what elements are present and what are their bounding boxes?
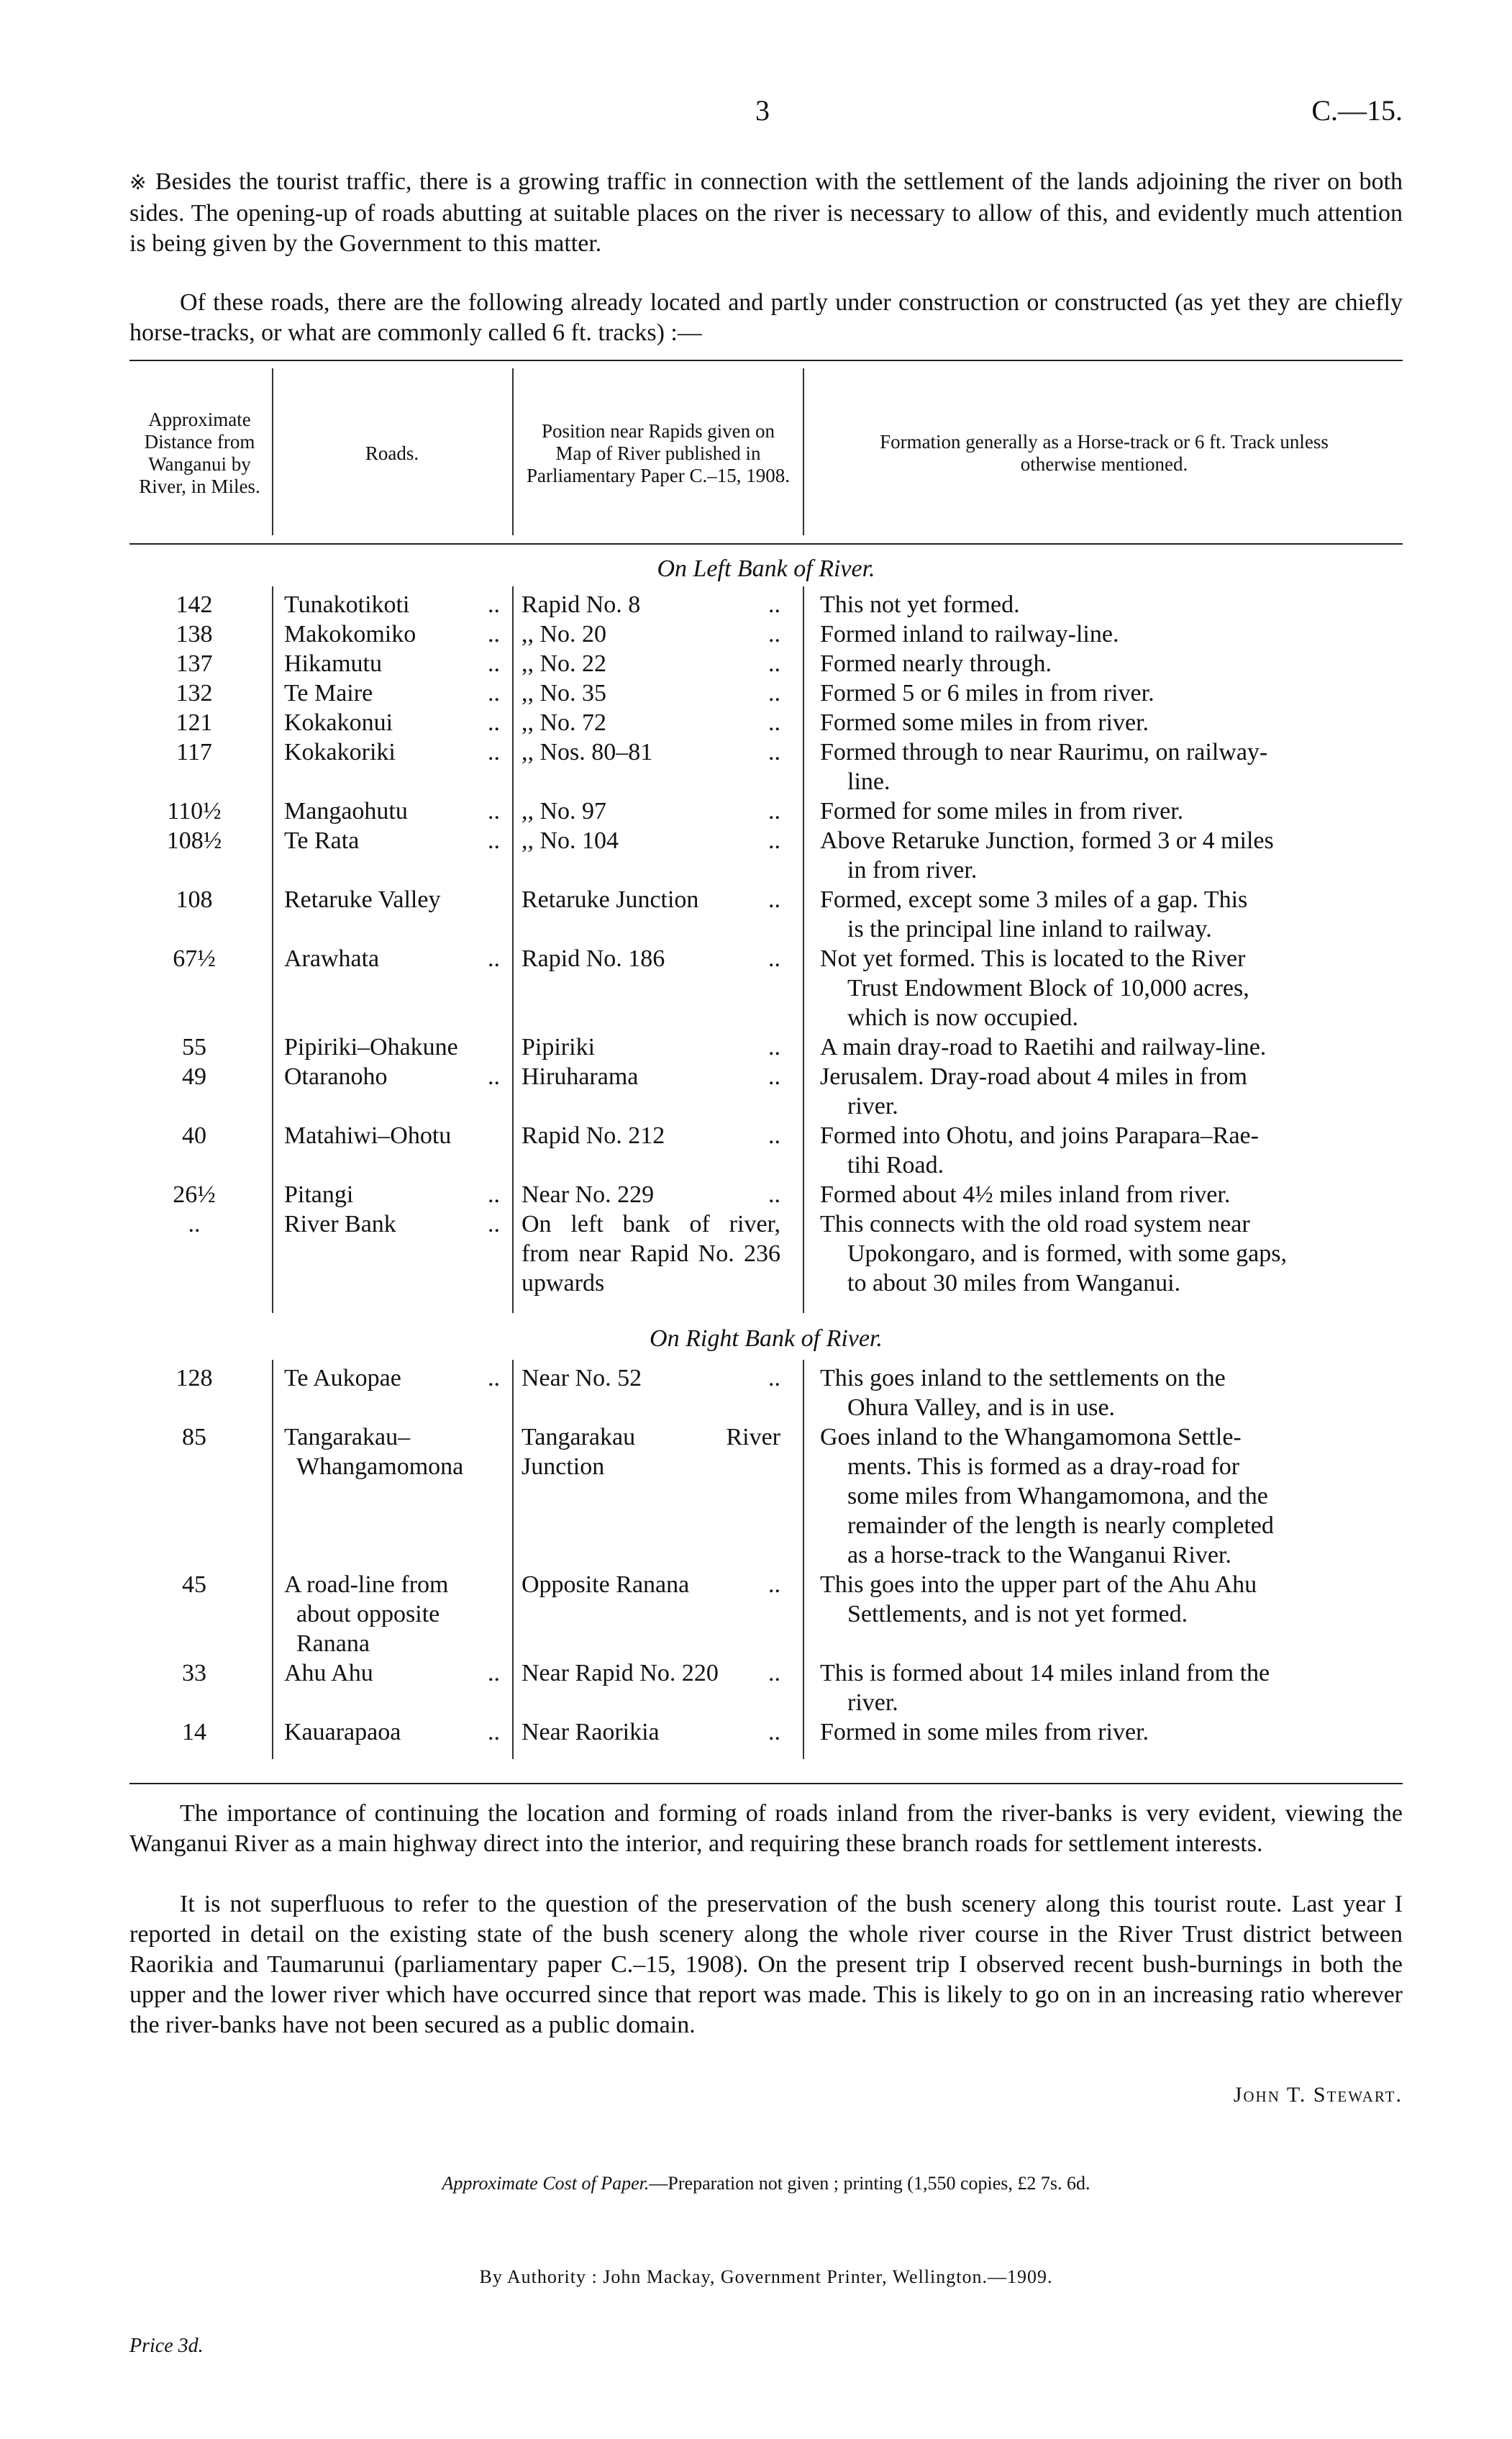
distance-cell: 132 [176,680,213,707]
leader-dots: .. [488,798,500,825]
position-cell: Near Rapid No. 220 .. [522,1660,780,1686]
road-cell: Te Maire .. [284,680,500,707]
distance-cell: 142 [176,591,213,618]
position-cell: Near No. 52 .. [522,1365,780,1391]
formation-cell: This connects with the old road system near Upokongaro, and is formed, with some gaps, to about 30 miles from Wanganui. [820,1211,1287,1296]
formation-cell: Formed through to near Raurimu, on railway- line. [820,739,1268,795]
leader-dots: .. [488,591,500,618]
formation-cell: This is formed about 14 miles inland from the river. [820,1660,1270,1716]
table-header [129,367,1403,540]
intro-paragraph-1: ※ Besides the tourist traffic, there is a growing traffic in connection with the settlement of the lands adjoining the river on both sides. The opening-up of roads abutting at suitable places on the river is necessary to allow of this, and evidently much attention is being given by the Government to this matter. [129,168,1403,257]
header-position: Position near Rapids given on Map of River published in Parliamentary Paper C.–15, 1908. [527,419,790,486]
leader-dots: .. [768,1571,780,1598]
road-cell: Mangaohutu .. [284,798,500,825]
leader-dots: .. [768,1122,780,1149]
paragraph-mark-icon: ※ [129,172,148,194]
table-header-rule [129,543,1403,545]
formation-cell: This goes inland to the settlements on the Ohura Valley, and is in use. [820,1365,1226,1421]
road-cell: Kokakonui .. [284,709,500,736]
road-cell: Otaranoho .. [284,1063,500,1090]
position-cell: ,, No. 72 .. [522,709,780,736]
leader-dots: .. [768,886,780,913]
leader-dots: .. [488,739,500,766]
position-cell: ,, Nos. 80–81 .. [522,739,780,766]
formation-cell: Jerusalem. Dray-road about 4 miles in from river. [820,1063,1247,1119]
distance-cell: 85 [182,1424,206,1450]
road-cell: Makokomiko .. [284,621,500,648]
table-bottom-rule [129,1783,1403,1784]
leader-dots: .. [488,1719,500,1745]
header-formation: Formation generally as a Horse-track or 6 ft. Track unless otherwise mentioned. [880,431,1329,475]
closing-paragraph-2: It is not superfluous to refer to the question of the preservation of the bush scenery along this tourist route. Last year I reported in detail on the existing state of the bush scenery along the whole river course in the River Trust district between Raorikia and Taumarunui (parliamentary paper C.–15, 1908). On the present trip I observed recent bush-burnings in both the upper and the lower river which have occurred since that report was made. This is likely to go on in an increasing ratio wherever the river-banks have not been secured as a public domain. [129,1891,1403,2038]
formation-cell: Formed some miles in from river. [820,709,1149,736]
table-top-rule [129,360,1403,361]
formation-cell: Formed about 4½ miles inland from river. [820,1181,1231,1208]
road-cell: Tangarakau– Whangamomona [284,1424,464,1480]
body-divider-1-right [272,1360,273,1759]
position-cell: ,, No. 22 .. [522,650,780,677]
position-cell: Rapid No. 186 .. [522,945,780,972]
formation-cell: Formed into Ohotu, and joins Parapara–Rae- tihi Road. [820,1122,1259,1178]
paper-reference: C.—15. [1311,94,1403,127]
formation-cell: Above Retaruke Junction, formed 3 or 4 miles in from river. [820,827,1274,884]
road-cell: Kauarapaoa .. [284,1719,500,1745]
leader-dots: .. [768,1719,780,1745]
header-divider-2 [512,368,514,535]
position-cell: Near No. 229 .. [522,1181,780,1208]
road-cell: Ahu Ahu .. [284,1660,500,1686]
signature: John T. Stewart. [1233,2083,1403,2107]
leader-dots: .. [768,798,780,825]
leader-dots: .. [768,827,780,854]
page-number: 3 [755,94,770,127]
leader-dots: .. [768,680,780,707]
distance-cell: 49 [182,1063,206,1090]
leader-dots: .. [488,1181,500,1208]
formation-cell: Not yet formed. This is located to the River Trust Endowment Block of 10,000 acres, which is now occupied. [820,945,1249,1031]
distance-cell: 138 [176,621,213,648]
leader-dots: .. [488,709,500,736]
leader-dots: .. [488,680,500,707]
leader-dots: .. [768,1660,780,1686]
formation-cell: Goes inland to the Whangamomona Settle- ments. This is formed as a dray-road for some miles from Whangamomona, and the remainder of the length is nearly completed as a horse-track to the Wanganui River. [820,1424,1274,1568]
header-divider-3 [803,368,804,535]
distance-cell: 137 [176,650,213,677]
leader-dots: .. [768,1034,780,1060]
position-cell: Rapid No. 212 .. [522,1122,780,1149]
road-cell: Pipiriki–Ohakune [284,1034,458,1060]
road-cell: Te Rata .. [284,827,500,854]
formation-cell: Formed 5 or 6 miles in from river. [820,680,1155,707]
road-cell: Kokakoriki .. [284,739,500,766]
right-bank-heading: On Right Bank of River. [650,1325,883,1352]
distance-cell: 108½ [166,827,222,854]
road-cell: Retaruke Valley [284,886,441,913]
position-cell: Near Raorikia .. [522,1719,780,1745]
header-distance: Approximate Distance from Wanganui by River, in Miles. [139,409,260,497]
leader-dots: .. [768,650,780,677]
formation-cell: This goes into the upper part of the Ahu Ahu Settlements, and is not yet formed. [820,1571,1257,1627]
formation-cell: Formed in some miles from river. [820,1719,1149,1745]
leader-dots: .. [488,1063,500,1090]
distance-cell: 33 [182,1660,206,1686]
page-header [129,94,1403,130]
closing-paragraph-1: The importance of continuing the location and forming of roads inland from the river-banks is very evident, viewing the Wanganui River as a main highway direct into the interior, and requiring these branch roads for settlement interests. [129,1800,1403,1857]
position-cell: ,, No. 35 .. [522,680,780,707]
body-divider-3-right [803,1360,804,1759]
leader-dots: .. [768,621,780,648]
formation-cell: A main dray-road to Raetihi and railway-line. [820,1034,1267,1060]
position-cell: Rapid No. 8 .. [522,591,780,618]
leader-dots: .. [488,1660,500,1686]
distance-cell: 67½ [173,945,216,972]
cost-text: —Preparation not given ; printing (1,550 copies, £2 7s. 6d. [649,2173,1090,2194]
leader-dots: .. [488,945,500,972]
leader-dots: .. [768,591,780,618]
distance-cell: 26½ [173,1181,216,1208]
road-cell: A road-line from about opposite Ranana [284,1571,449,1657]
position-cell: Retaruke Junction .. [522,886,780,913]
leader-dots: .. [768,709,780,736]
intro-paragraph-2: Of these roads, there are the following already located and partly under construction or constructed (as yet they are chiefly horse-tracks, or what are commonly called 6 ft. tracks) :— [129,289,1403,346]
position-cell: ,, No. 104 .. [522,827,780,854]
body-divider-2-left [512,586,514,1313]
leader-dots: .. [768,945,780,972]
body-divider-3-left [803,586,804,1313]
leader-dots: .. [768,1181,780,1208]
distance-cell: 128 [176,1365,213,1391]
formation-cell: This not yet formed. [820,591,1020,618]
formation-cell: Formed nearly through. [820,650,1052,677]
distance-cell: 40 [182,1122,206,1149]
left-bank-heading: On Left Bank of River. [657,555,875,582]
formation-cell: Formed for some miles in from river. [820,798,1184,825]
formation-cell: Formed, except some 3 miles of a gap. This is the principal line inland to railway. [820,886,1248,943]
cost-of-paper [129,2173,1403,2194]
position-cell: On left bank of river, from near Rapid No. 236 upwards [522,1211,787,1296]
distance-cell: .. [188,1211,201,1237]
position-cell: Tangarakau River Junction [522,1424,787,1480]
distance-cell: 55 [182,1034,206,1060]
position-cell: Hiruharama .. [522,1063,780,1090]
road-cell: Hikamutu .. [284,650,500,677]
price: Price 3d. [129,2335,204,2357]
printer-authority: By Authority : John Mackay, Government Printer, Wellington.—1909. [479,2266,1053,2287]
road-cell: River Bank .. [284,1211,500,1237]
leader-dots: .. [768,1365,780,1391]
position-cell: ,, No. 20 .. [522,621,780,648]
distance-cell: 110½ [167,798,222,825]
road-cell: Pitangi .. [284,1181,500,1208]
distance-cell: 121 [176,709,213,736]
leader-dots: .. [488,621,500,648]
body-divider-1-left [272,586,273,1313]
road-cell: Arawhata .. [284,945,500,972]
header-roads: Roads. [365,442,419,464]
leader-dots: .. [768,1063,780,1090]
body-divider-2-right [512,1360,514,1759]
road-cell: Tunakotikoti .. [284,591,500,618]
leader-dots: .. [488,1211,500,1237]
position-cell: ,, No. 97 .. [522,798,780,825]
distance-cell: 14 [182,1719,206,1745]
distance-cell: 45 [182,1571,206,1598]
distance-cell: 117 [176,739,212,766]
formation-cell: Formed inland to railway-line. [820,621,1119,648]
position-cell: Pipiriki .. [522,1034,780,1060]
leader-dots: .. [768,739,780,766]
road-cell: Matahiwi–Ohotu [284,1122,452,1149]
cost-label: Approximate Cost of Paper. [442,2173,650,2194]
position-cell: Opposite Ranana .. [522,1571,780,1598]
leader-dots: .. [488,1365,500,1391]
header-divider-1 [272,368,273,535]
leader-dots: .. [488,827,500,854]
road-cell: Te Aukopae .. [284,1365,500,1391]
distance-cell: 108 [176,886,213,913]
leader-dots: .. [488,650,500,677]
